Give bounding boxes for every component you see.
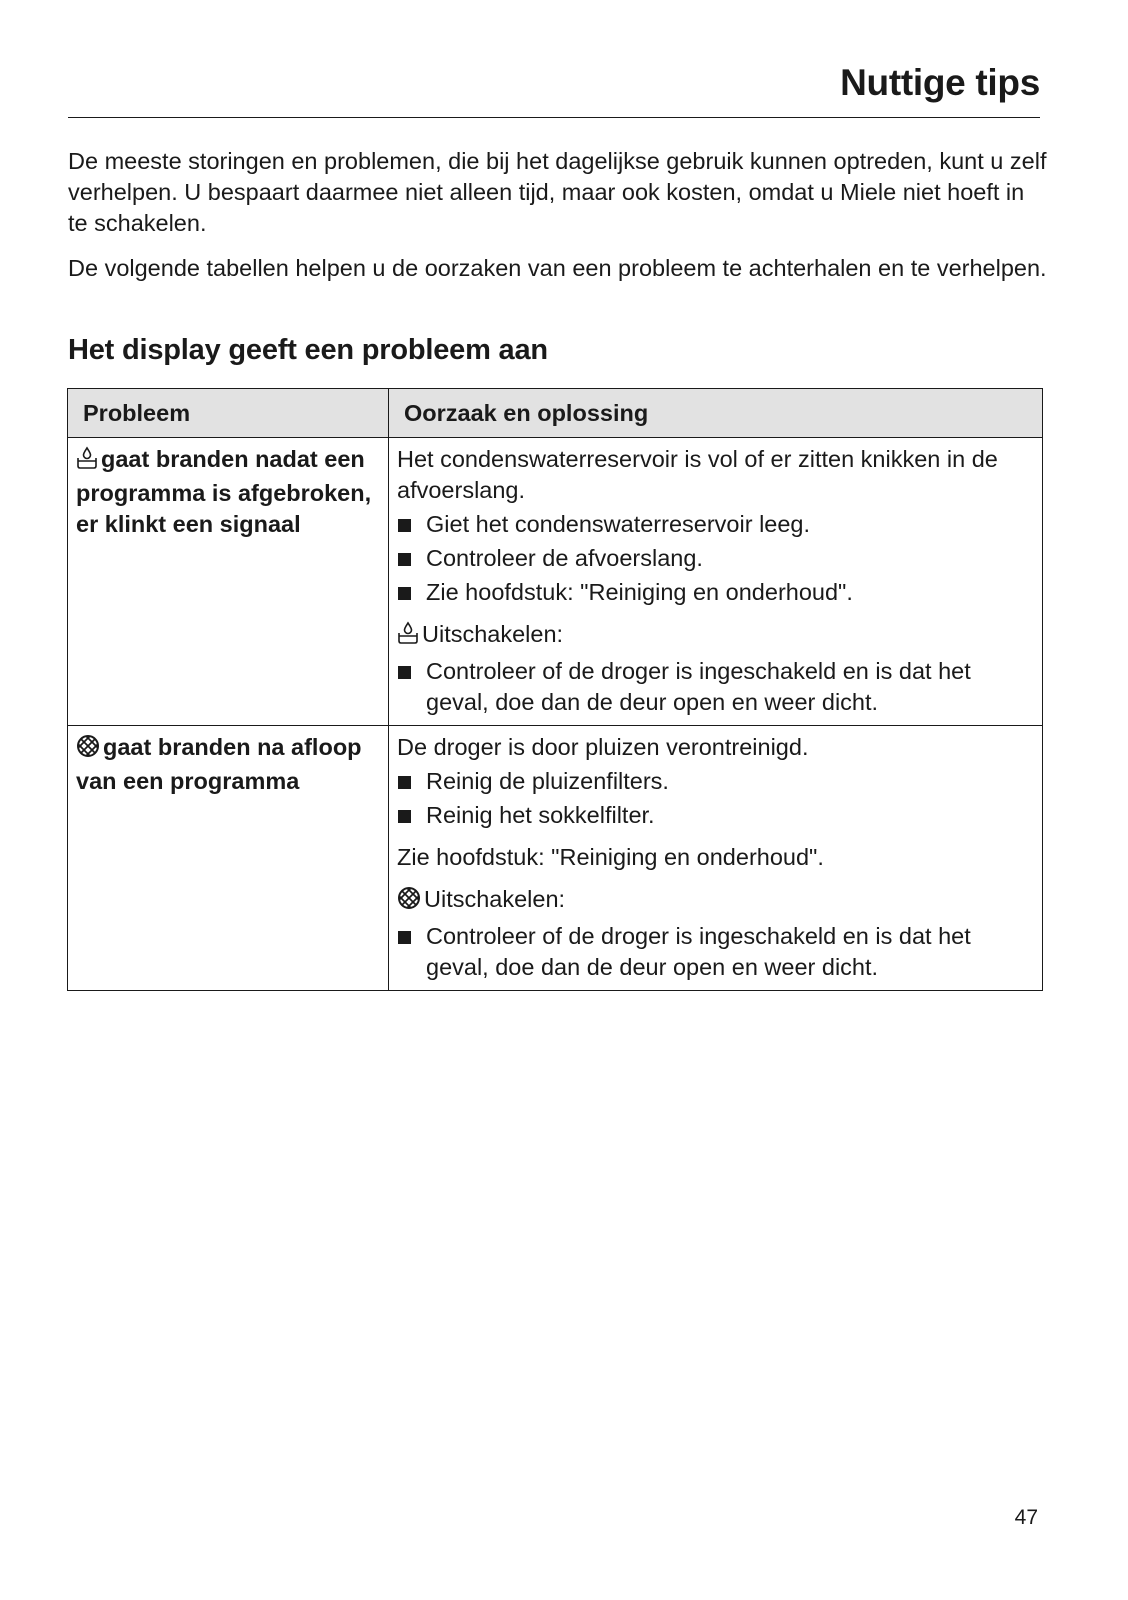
intro-text bbox=[68, 146, 1048, 298]
list-item: Reinig het sokkelfilter. bbox=[397, 800, 1034, 831]
table-row bbox=[68, 726, 1043, 991]
switch-off-label: Uitschakelen: bbox=[424, 886, 566, 912]
problem-cell bbox=[68, 438, 389, 726]
page-title: Nuttige tips bbox=[840, 62, 1040, 103]
page-number: 47 bbox=[1014, 1506, 1038, 1529]
water-container-icon bbox=[76, 446, 98, 478]
list-item: Controleer of de droger is ingeschakeld en is dat het geval, doe dan de deur open en weer dicht. bbox=[397, 921, 1034, 983]
switch-off-label-wrap bbox=[397, 619, 1034, 653]
list-item: Giet het condenswaterreservoir leeg. bbox=[397, 509, 1034, 540]
column-header-cause: Oorzaak en oplossing bbox=[389, 389, 1043, 438]
cause-cell bbox=[389, 438, 1043, 726]
problem-text: gaat branden na afloop van een programma bbox=[76, 734, 362, 794]
intro-paragraph: De volgende tabellen helpen u de oorzaken van een probleem te achterhalen en te verhelpen. bbox=[68, 255, 1047, 281]
title-divider bbox=[68, 117, 1040, 118]
switch-off-label-wrap bbox=[397, 884, 1034, 918]
cause-cell bbox=[389, 726, 1043, 991]
table-header-row bbox=[68, 389, 1043, 438]
intro-paragraph: De meeste storingen en problemen, die bij het dagelijkse gebruik kunnen optreden, kunt u zelf verhelpen. U bespaart daarmee niet alleen tijd, maar ook kosten, omdat u Miele niet hoeft in te schakelen. bbox=[68, 148, 1047, 236]
cause-text: Het condenswaterreservoir is vol of er zitten knikken in de afvoerslang. bbox=[397, 446, 998, 503]
list-item: Zie hoofdstuk: "Reiniging en onderhoud". bbox=[397, 577, 1034, 608]
column-header-problem: Probleem bbox=[68, 389, 389, 438]
problem-cell bbox=[68, 726, 389, 991]
table-row bbox=[68, 438, 1043, 726]
section-heading: Het display geeft een probleem aan bbox=[68, 334, 548, 366]
list-item: Controleer of de droger is ingeschakeld en is dat het geval, doe dan de deur open en weer dicht. bbox=[397, 656, 1034, 718]
reference-text: Zie hoofdstuk: "Reiniging en onderhoud". bbox=[397, 844, 824, 870]
switch-off-label: Uitschakelen: bbox=[422, 621, 564, 647]
list-item: Reinig de pluizenfilters. bbox=[397, 766, 1034, 797]
water-container-icon bbox=[397, 621, 419, 653]
lint-filter-icon bbox=[76, 734, 100, 766]
problem-text-wrap bbox=[76, 444, 380, 540]
problem-text-wrap bbox=[76, 732, 380, 797]
problem-text: gaat branden nadat een programma is afgebroken, er klinkt een signaal bbox=[76, 446, 372, 537]
lint-filter-icon bbox=[397, 886, 421, 918]
cause-text: De droger is door pluizen verontreinigd. bbox=[397, 734, 809, 760]
troubleshooting-table bbox=[67, 388, 1043, 991]
list-item: Controleer de afvoerslang. bbox=[397, 543, 1034, 574]
